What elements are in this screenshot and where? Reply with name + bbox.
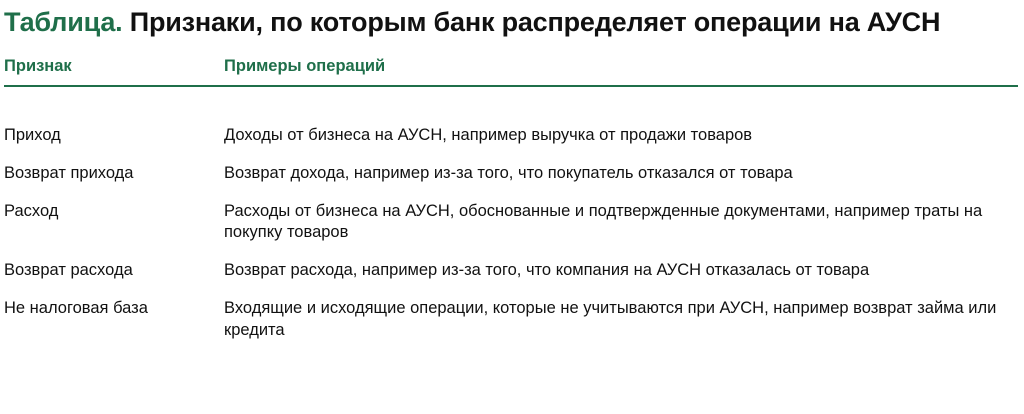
cell-feature: Приход bbox=[4, 125, 61, 144]
page-title-lead: Таблица. bbox=[4, 7, 123, 37]
cell-examples: Возврат дохода, например из-за того, что покупатель отказался от товара bbox=[224, 164, 793, 183]
column-header-examples: Примеры операций bbox=[224, 56, 386, 75]
cell-examples: Возврат расхода, например из-за того, что компания на АУСН отказалась от товара bbox=[224, 261, 870, 280]
table-spacer-row bbox=[4, 86, 1018, 114]
cell-feature: Не налоговая база bbox=[4, 299, 148, 318]
table-body bbox=[4, 86, 1018, 347]
page-title bbox=[4, 6, 994, 39]
cell-feature: Возврат расхода bbox=[4, 261, 133, 280]
table-header bbox=[4, 53, 1018, 86]
cell-examples: Доходы от бизнеса на АУСН, например выручка от продажи товаров bbox=[224, 125, 753, 144]
features-table bbox=[4, 53, 1018, 347]
table-row bbox=[4, 287, 1018, 346]
cell-examples: Расходы от бизнеса на АУСН, обоснованные и подтвержденные документами, например траты на покупку товаров bbox=[224, 202, 983, 242]
cell-feature: Расход bbox=[4, 202, 59, 221]
table-header-row bbox=[4, 53, 1018, 86]
page-title-rest: Признаки, по которым банк распределяет операции на АУСН bbox=[122, 7, 941, 37]
table-row bbox=[4, 152, 1018, 190]
table-row bbox=[4, 249, 1018, 287]
table-row bbox=[4, 114, 1018, 152]
cell-examples: Входящие и исходящие операции, которые не учитываются при АУСН, например возврат займа или кредита bbox=[224, 299, 997, 339]
table-row bbox=[4, 190, 1018, 249]
column-header-feature: Признак bbox=[4, 56, 72, 75]
cell-feature: Возврат прихода bbox=[4, 164, 134, 183]
